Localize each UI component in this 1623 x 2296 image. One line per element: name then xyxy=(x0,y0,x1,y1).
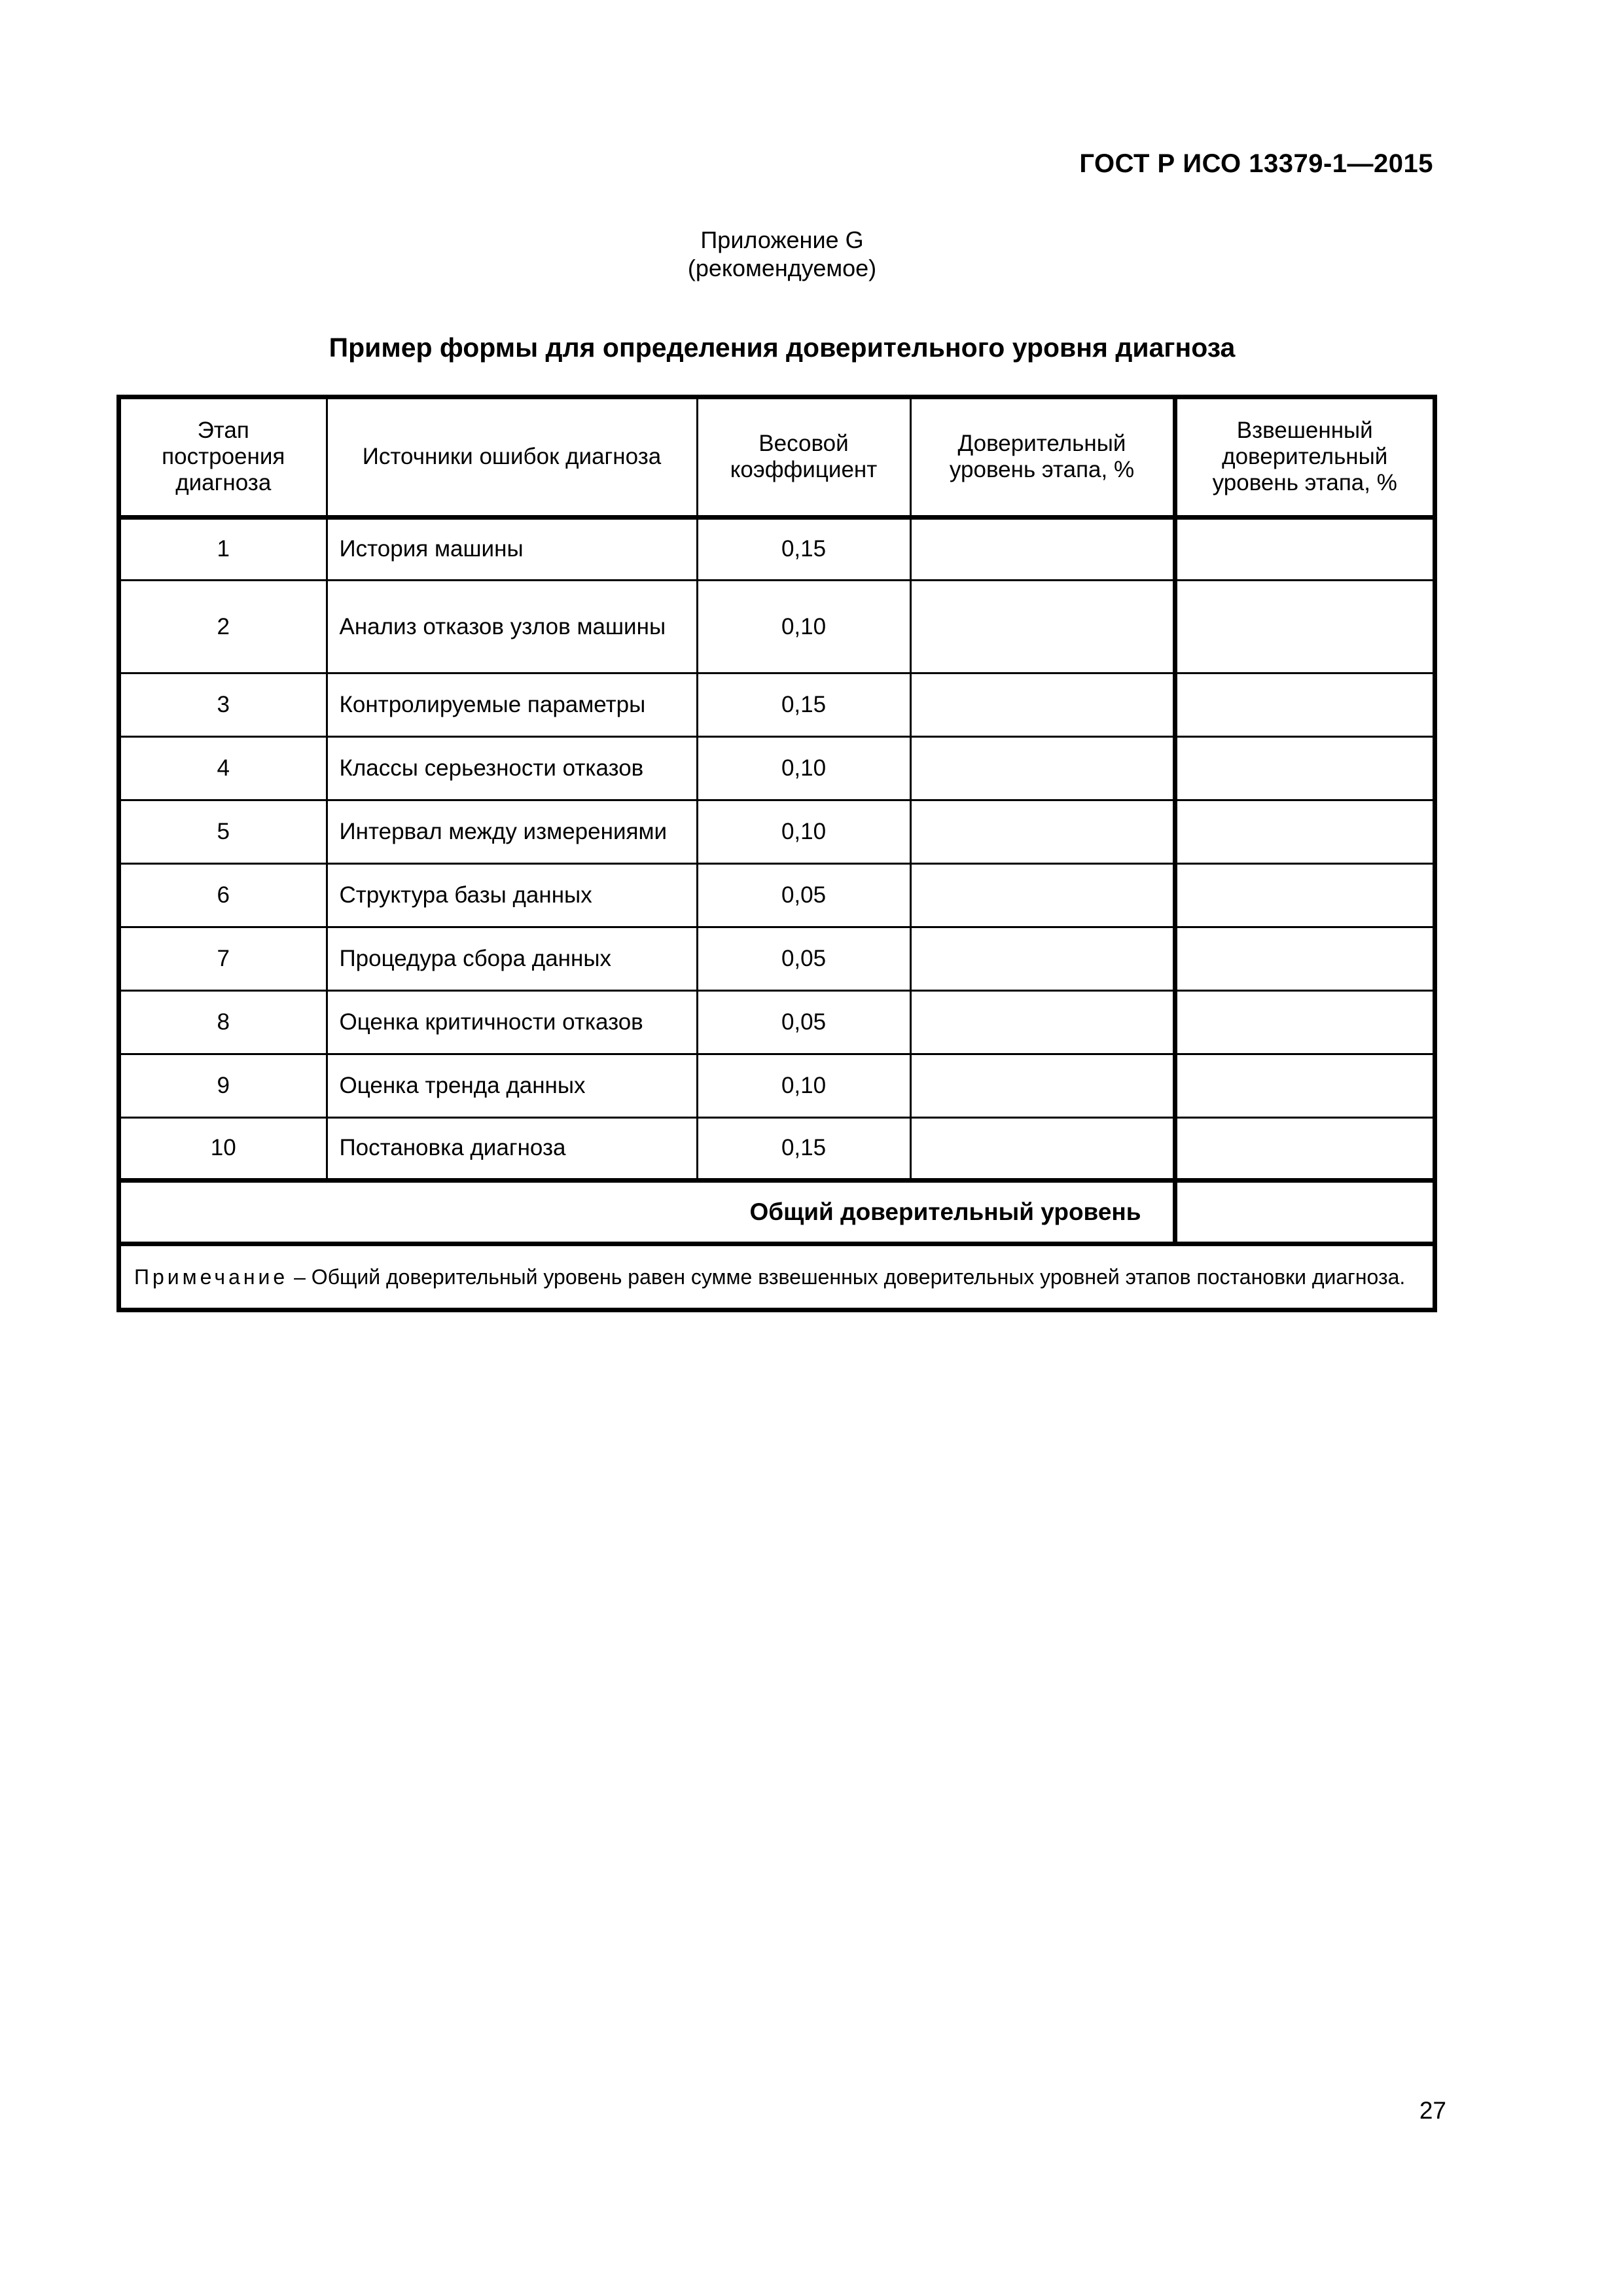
note-row xyxy=(121,1244,1433,1308)
weighted-confidence-cell[interactable] xyxy=(1175,927,1433,990)
confidence-cell[interactable] xyxy=(910,581,1175,673)
page-number: 27 xyxy=(1419,2097,1446,2124)
weight-coefficient: 0,05 xyxy=(697,863,910,927)
table-row xyxy=(121,1054,1433,1117)
stage-number: 2 xyxy=(121,581,327,673)
appendix-title: Приложение G xyxy=(700,226,864,253)
weighted-confidence-cell[interactable] xyxy=(1175,517,1433,581)
stage-number: 5 xyxy=(121,800,327,863)
total-confidence-label: Общий доверительный уровень xyxy=(121,1181,1175,1244)
column-header-stage: Этап построения диагноза xyxy=(121,399,327,517)
weight-coefficient: 0,05 xyxy=(697,990,910,1054)
weight-coefficient: 0,10 xyxy=(697,581,910,673)
table-row xyxy=(121,990,1433,1054)
confidence-cell[interactable] xyxy=(910,673,1175,736)
error-source: История машины xyxy=(327,517,697,581)
table-row xyxy=(121,581,1433,673)
stage-number: 3 xyxy=(121,673,327,736)
weighted-confidence-cell[interactable] xyxy=(1175,1054,1433,1117)
table-note xyxy=(121,1244,1433,1308)
weighted-confidence-cell[interactable] xyxy=(1175,1117,1433,1181)
error-source: Анализ отказов узлов машины xyxy=(327,581,697,673)
appendix-subtitle: (рекомендуемое) xyxy=(687,255,877,281)
error-source: Контролируемые параметры xyxy=(327,673,697,736)
error-source: Интервал между измерениями xyxy=(327,800,697,863)
error-source: Постановка диагноза xyxy=(327,1117,697,1181)
weight-coefficient: 0,15 xyxy=(697,1117,910,1181)
stage-number: 1 xyxy=(121,517,327,581)
stage-number: 8 xyxy=(121,990,327,1054)
weight-coefficient: 0,10 xyxy=(697,800,910,863)
form-title: Пример формы для определения доверительного уровня диагноза xyxy=(329,332,1236,363)
error-source: Оценка тренда данных xyxy=(327,1054,697,1117)
table-row xyxy=(121,800,1433,863)
error-source: Классы серьезности отказов xyxy=(327,736,697,800)
confidence-form-table xyxy=(116,395,1437,1312)
weight-coefficient: 0,15 xyxy=(697,517,910,581)
table-row xyxy=(121,863,1433,927)
confidence-cell[interactable] xyxy=(910,800,1175,863)
error-source: Структура базы данных xyxy=(327,863,697,927)
table-row xyxy=(121,927,1433,990)
note-label: Примечание xyxy=(134,1265,289,1289)
error-source: Процедура сбора данных xyxy=(327,927,697,990)
weight-coefficient: 0,10 xyxy=(697,736,910,800)
weight-coefficient: 0,15 xyxy=(697,673,910,736)
confidence-cell[interactable] xyxy=(910,927,1175,990)
weight-coefficient: 0,10 xyxy=(697,1054,910,1117)
weighted-confidence-cell[interactable] xyxy=(1175,581,1433,673)
confidence-table xyxy=(121,399,1433,1308)
table-row xyxy=(121,736,1433,800)
table-row xyxy=(121,1117,1433,1181)
confidence-cell[interactable] xyxy=(910,1054,1175,1117)
stage-number: 10 xyxy=(121,1117,327,1181)
standard-designation: ГОСТ Р ИСО 13379-1—2015 xyxy=(1079,149,1433,178)
confidence-cell[interactable] xyxy=(910,1117,1175,1181)
error-source: Оценка критичности отказов xyxy=(327,990,697,1054)
total-row xyxy=(121,1181,1433,1244)
weighted-confidence-cell[interactable] xyxy=(1175,990,1433,1054)
column-header-weighted: Взвешенный доверительный уровень этапа, % xyxy=(1175,399,1433,517)
weight-coefficient: 0,05 xyxy=(697,927,910,990)
total-confidence-cell[interactable] xyxy=(1175,1181,1433,1244)
weighted-confidence-cell[interactable] xyxy=(1175,863,1433,927)
confidence-cell[interactable] xyxy=(910,736,1175,800)
confidence-cell[interactable] xyxy=(910,517,1175,581)
confidence-cell[interactable] xyxy=(910,863,1175,927)
column-header-source: Источники ошибок диагноза xyxy=(327,399,697,517)
weighted-confidence-cell[interactable] xyxy=(1175,736,1433,800)
note-text: – Общий доверительный уровень равен сумме взвешенных доверительных уровней этапов постановки диагноза. xyxy=(288,1265,1406,1289)
stage-number: 4 xyxy=(121,736,327,800)
weighted-confidence-cell[interactable] xyxy=(1175,673,1433,736)
stage-number: 6 xyxy=(121,863,327,927)
header-row xyxy=(121,399,1433,517)
column-header-confidence: Доверительный уровень этапа, % xyxy=(910,399,1175,517)
column-header-weight: Весовой коэффициент xyxy=(697,399,910,517)
stage-number: 9 xyxy=(121,1054,327,1117)
table-row xyxy=(121,517,1433,581)
confidence-cell[interactable] xyxy=(910,990,1175,1054)
table-row xyxy=(121,673,1433,736)
stage-number: 7 xyxy=(121,927,327,990)
weighted-confidence-cell[interactable] xyxy=(1175,800,1433,863)
